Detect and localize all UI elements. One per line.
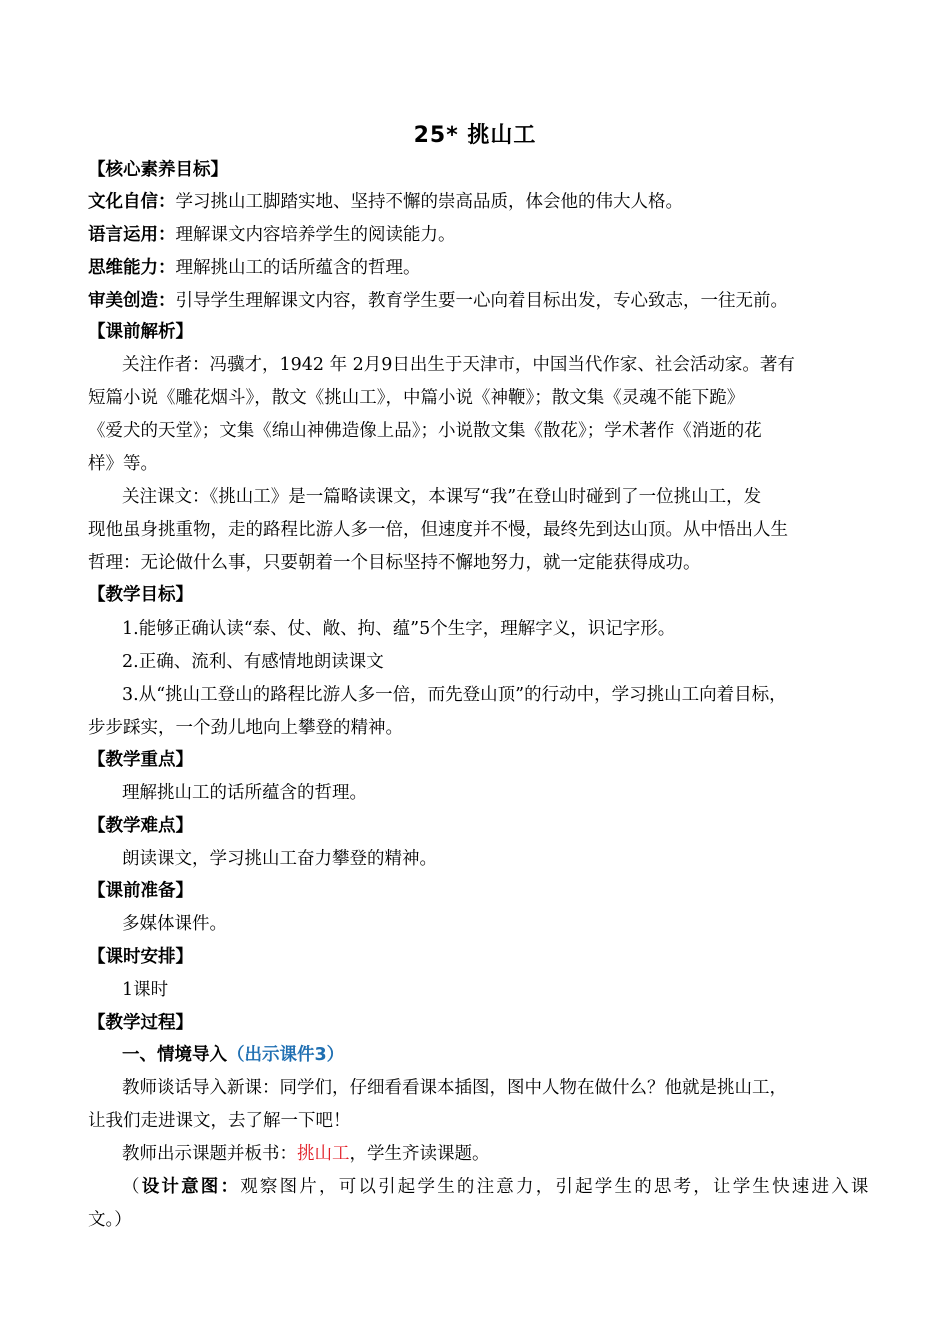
core-goal-aesthetic — [88, 289, 863, 313]
core-goal-label: 思维能力： — [88, 258, 176, 278]
section-heading-difficult-points: 【教学难点】 — [88, 816, 193, 836]
section-heading-core-goals: 【核心素养目标】 — [88, 160, 228, 180]
design-open-paren: （ — [122, 1177, 142, 1197]
core-goal-language — [88, 223, 863, 247]
core-goal-label: 审美创造： — [88, 291, 176, 311]
schedule-text: 1课时 — [122, 980, 169, 1000]
page-title: 25* 挑山工 — [413, 123, 537, 148]
design-intent-text: 观察图片，可以引起学生的注意力，引起学生的思考，让学生快速进入课 — [240, 1177, 871, 1197]
author-para-line: 短篇小说《雕花烟斗》，散文《挑山工》，中篇小说《神鞭》；散文集《灵魂不能下跪》 — [88, 388, 745, 408]
step-title: 一、情境导入 — [122, 1045, 227, 1065]
board-suffix: ，学生齐读课题。 — [349, 1144, 490, 1164]
text-para-line: 哲理：无论做什么事，只要朝着一个目标坚持不懈地努力，就一定能获得成功。 — [88, 553, 701, 573]
section-heading-preparation: 【课前准备】 — [88, 881, 193, 901]
goal-item: 2.正确、流利、有感情地朗读课文 — [122, 652, 384, 672]
text-para-line: 现他虽身挑重物，走的路程比游人多一倍，但速度并不慢，最终先到达山顶。从中悟出人生 — [88, 520, 788, 540]
intro-line: 教师谈话导入新课：同学们，仔细看看课本插图，图中人物在做什么？他就是挑山工， — [122, 1078, 787, 1098]
key-point-text: 理解挑山工的话所蕴含的哲理。 — [122, 783, 367, 803]
section-heading-schedule: 【课时安排】 — [88, 947, 193, 967]
core-goal-text: 理解课文内容培养学生的阅读能力。 — [175, 225, 456, 245]
text-para-line: 关注课文：《挑山工》是一篇略读课文，本课写“我”在登山时碰到了一位挑山工，发 — [122, 487, 762, 507]
difficult-point-text: 朗读课文，学习挑山工奋力攀登的精神。 — [122, 849, 437, 869]
section-heading-process: 【教学过程】 — [88, 1013, 193, 1033]
goal-item: 步步踩实，一个劲儿地向上攀登的精神。 — [88, 718, 403, 738]
core-goal-text: 学习挑山工脚踏实地、坚持不懈的崇高品质，体会他的伟大人格。 — [175, 192, 683, 212]
goal-item: 1.能够正确认读“泰、仗、敞、拘、蕴”5个生字，理解字义，识记字形。 — [122, 619, 676, 639]
design-intent-line-end: 文。） — [88, 1210, 132, 1230]
preparation-text: 多媒体课件。 — [122, 914, 227, 934]
board-title: 挑山工 — [297, 1144, 350, 1164]
section-heading-pre-analysis: 【课前解析】 — [88, 322, 193, 342]
intro-line: 让我们走进课文，去了解一下吧！ — [88, 1111, 351, 1131]
core-goal-label: 语言运用： — [88, 225, 176, 245]
board-line — [122, 1142, 897, 1166]
goal-item: 3.从“挑山工登山的路程比游人多一倍，而先登山顶”的行动中，学习挑山工向着目标， — [122, 685, 787, 705]
courseware-note: （出示课件3） — [227, 1045, 345, 1065]
step-heading — [122, 1043, 897, 1067]
core-goal-text: 理解挑山工的话所蕴含的哲理。 — [175, 258, 421, 278]
author-para-line: 样》等。 — [88, 454, 158, 474]
core-goal-culture — [88, 190, 863, 214]
section-heading-key-points: 【教学重点】 — [88, 750, 193, 770]
design-intent-line — [122, 1175, 897, 1199]
core-goal-text: 引导学生理解课文内容，教育学生要一心向着目标出发，专心致志，一往无前。 — [175, 291, 788, 311]
section-heading-teaching-goals: 【教学目标】 — [88, 585, 193, 605]
author-para-line: 《爱犬的天堂》；文集《绵山神佛造像上品》；小说散文集《散花》；学术著作《消逝的花 — [88, 421, 762, 441]
author-para-line: 关注作者：冯骥才，1942 年 2月9日出生于天津市，中国当代作家、社会活动家。著有 — [122, 355, 795, 375]
core-goal-thinking — [88, 256, 863, 280]
core-goal-label: 文化自信： — [88, 192, 176, 212]
design-intent-label: 设计意图： — [141, 1177, 241, 1197]
board-prefix: 教师出示课题并板书： — [122, 1144, 297, 1164]
